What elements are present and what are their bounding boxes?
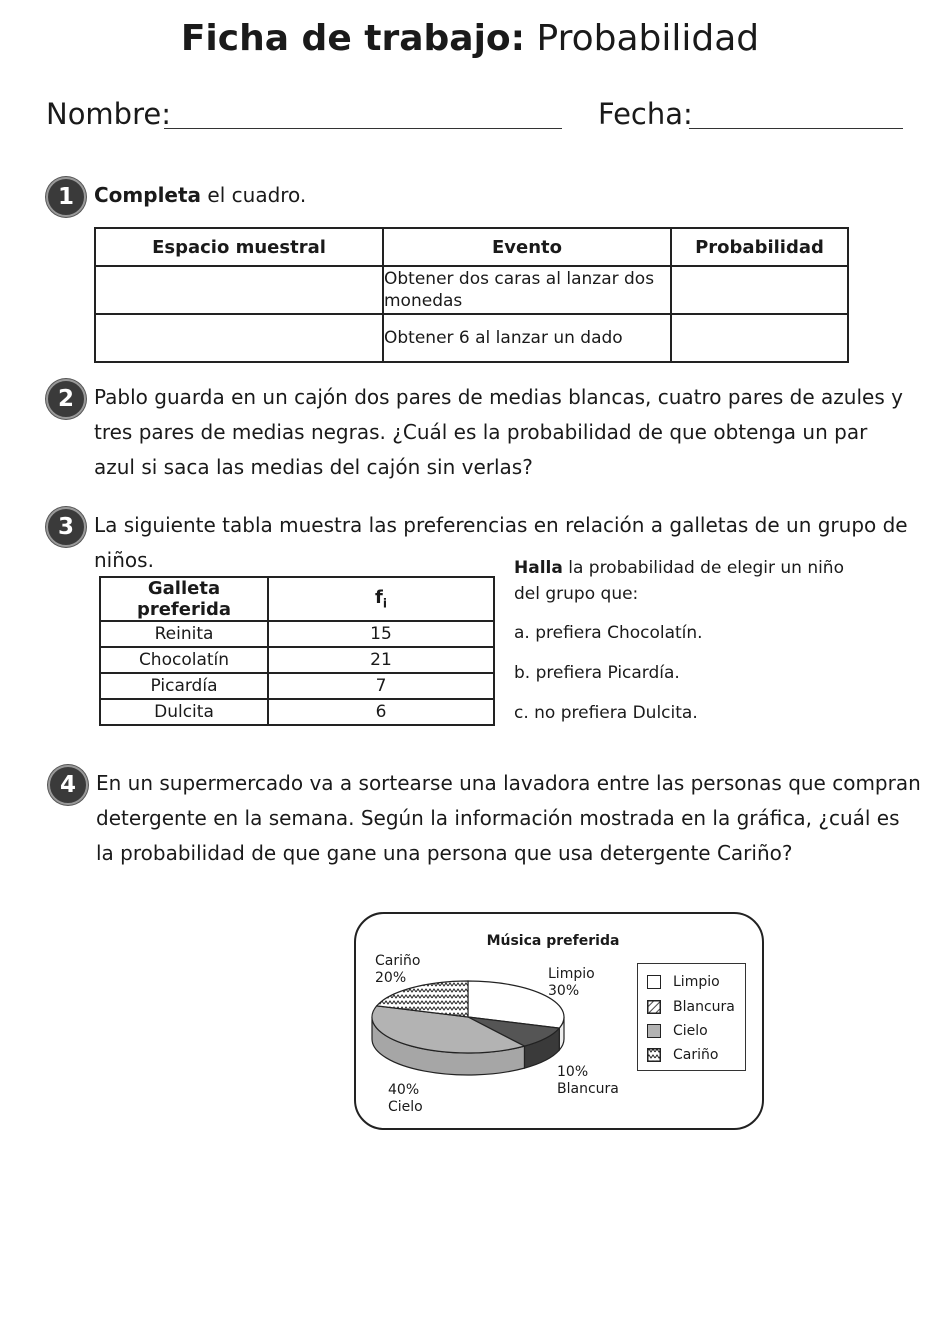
label-cielo: 40% Cielo: [388, 1082, 423, 1115]
answer-cell-probabilidad[interactable]: [671, 266, 848, 314]
table-row: [100, 673, 494, 699]
q2-line: azul si saca las medias del cajón sin verlas?: [94, 455, 533, 479]
label-limpio: Limpio 30%: [548, 966, 595, 999]
q2-line: Pablo guarda en un cajón dos pares de medias blancas, cuatro pares de azules y: [94, 385, 903, 409]
galleta-cell: Reinita: [100, 621, 268, 647]
q3-table: [99, 576, 495, 726]
table-row: [95, 266, 848, 314]
table-header: Espacio muestral: [95, 228, 383, 266]
answer-cell-probabilidad[interactable]: [671, 314, 848, 362]
table-row: [95, 314, 848, 362]
q2-line: tres pares de medias negras. ¿Cuál es la probabilidad de que obtenga un par: [94, 420, 868, 444]
label-carino: Cariño 20%: [375, 953, 421, 986]
chart-title: Música preferida: [486, 933, 620, 949]
event-cell: Obtener dos caras al lanzar dos monedas: [383, 266, 671, 314]
table-header: Probabilidad: [671, 228, 848, 266]
swatch-blancura: [647, 1000, 661, 1014]
question-number-4: 4: [48, 765, 88, 805]
table-row: [100, 621, 494, 647]
frequency-cell: 15: [268, 621, 494, 647]
q3-item-c: c. no prefiera Dulcita.: [514, 703, 698, 723]
q4-line: la probabilidad de que gane una persona que usa detergente Cariño?: [96, 841, 793, 865]
q4-text: [96, 766, 921, 871]
table-header: $f_i$: [268, 577, 494, 621]
table-row: [100, 647, 494, 673]
swatch-carino: [647, 1048, 661, 1062]
label-blancura: 10% Blancura: [557, 1064, 619, 1097]
q3-prompt: Halla la probabilidad de elegir un niño del grupo que:: [514, 558, 844, 604]
legend-item-cielo: Cielo: [647, 1023, 708, 1039]
page-title: Ficha de trabajo: Probabilidad: [180, 18, 760, 59]
table-header: Evento: [383, 228, 671, 266]
date-field[interactable]: [689, 128, 903, 129]
q3-item-a: a. prefiera Chocolatín.: [514, 623, 703, 643]
question-number-3: 3: [46, 507, 86, 547]
galleta-cell: Picardía: [100, 673, 268, 699]
galleta-cell: Chocolatín: [100, 647, 268, 673]
q3-item-b: b. prefiera Picardía.: [514, 663, 680, 683]
q4-line: detergente en la semana. Según la información mostrada en la gráfica, ¿cuál es: [96, 806, 900, 830]
pie-chart: [360, 970, 580, 1090]
legend-item-carino: Cariño: [647, 1047, 718, 1063]
galleta-cell: Dulcita: [100, 699, 268, 725]
legend-item-blancura: Blancura: [647, 999, 735, 1015]
frequency-cell: 7: [268, 673, 494, 699]
name-label: Nombre:: [46, 97, 171, 131]
answer-cell-espacio[interactable]: [95, 266, 383, 314]
legend-item-limpio: Limpio: [647, 974, 720, 990]
swatch-limpio: [647, 975, 661, 989]
q2-text: [94, 380, 903, 485]
frequency-cell: 6: [268, 699, 494, 725]
name-field[interactable]: [164, 128, 562, 129]
q1-table: [94, 227, 849, 363]
table-header: Galleta preferida: [100, 577, 268, 621]
date-label: Fecha:: [598, 97, 693, 131]
q3-intro: La siguiente tabla muestra las preferencias en relación a galletas de un grupo de niños.: [94, 513, 908, 572]
q1-instruction: Completa el cuadro.: [94, 183, 307, 207]
frequency-cell: 21: [268, 647, 494, 673]
swatch-cielo: [647, 1024, 661, 1038]
table-row: [100, 699, 494, 725]
answer-cell-espacio[interactable]: [95, 314, 383, 362]
question-number-1: 1: [46, 177, 86, 217]
chart-legend: [637, 963, 746, 1071]
question-number-2: 2: [46, 379, 86, 419]
q4-line: En un supermercado va a sortearse una lavadora entre las personas que compran: [96, 771, 921, 795]
event-cell: Obtener 6 al lanzar un dado: [383, 314, 671, 362]
